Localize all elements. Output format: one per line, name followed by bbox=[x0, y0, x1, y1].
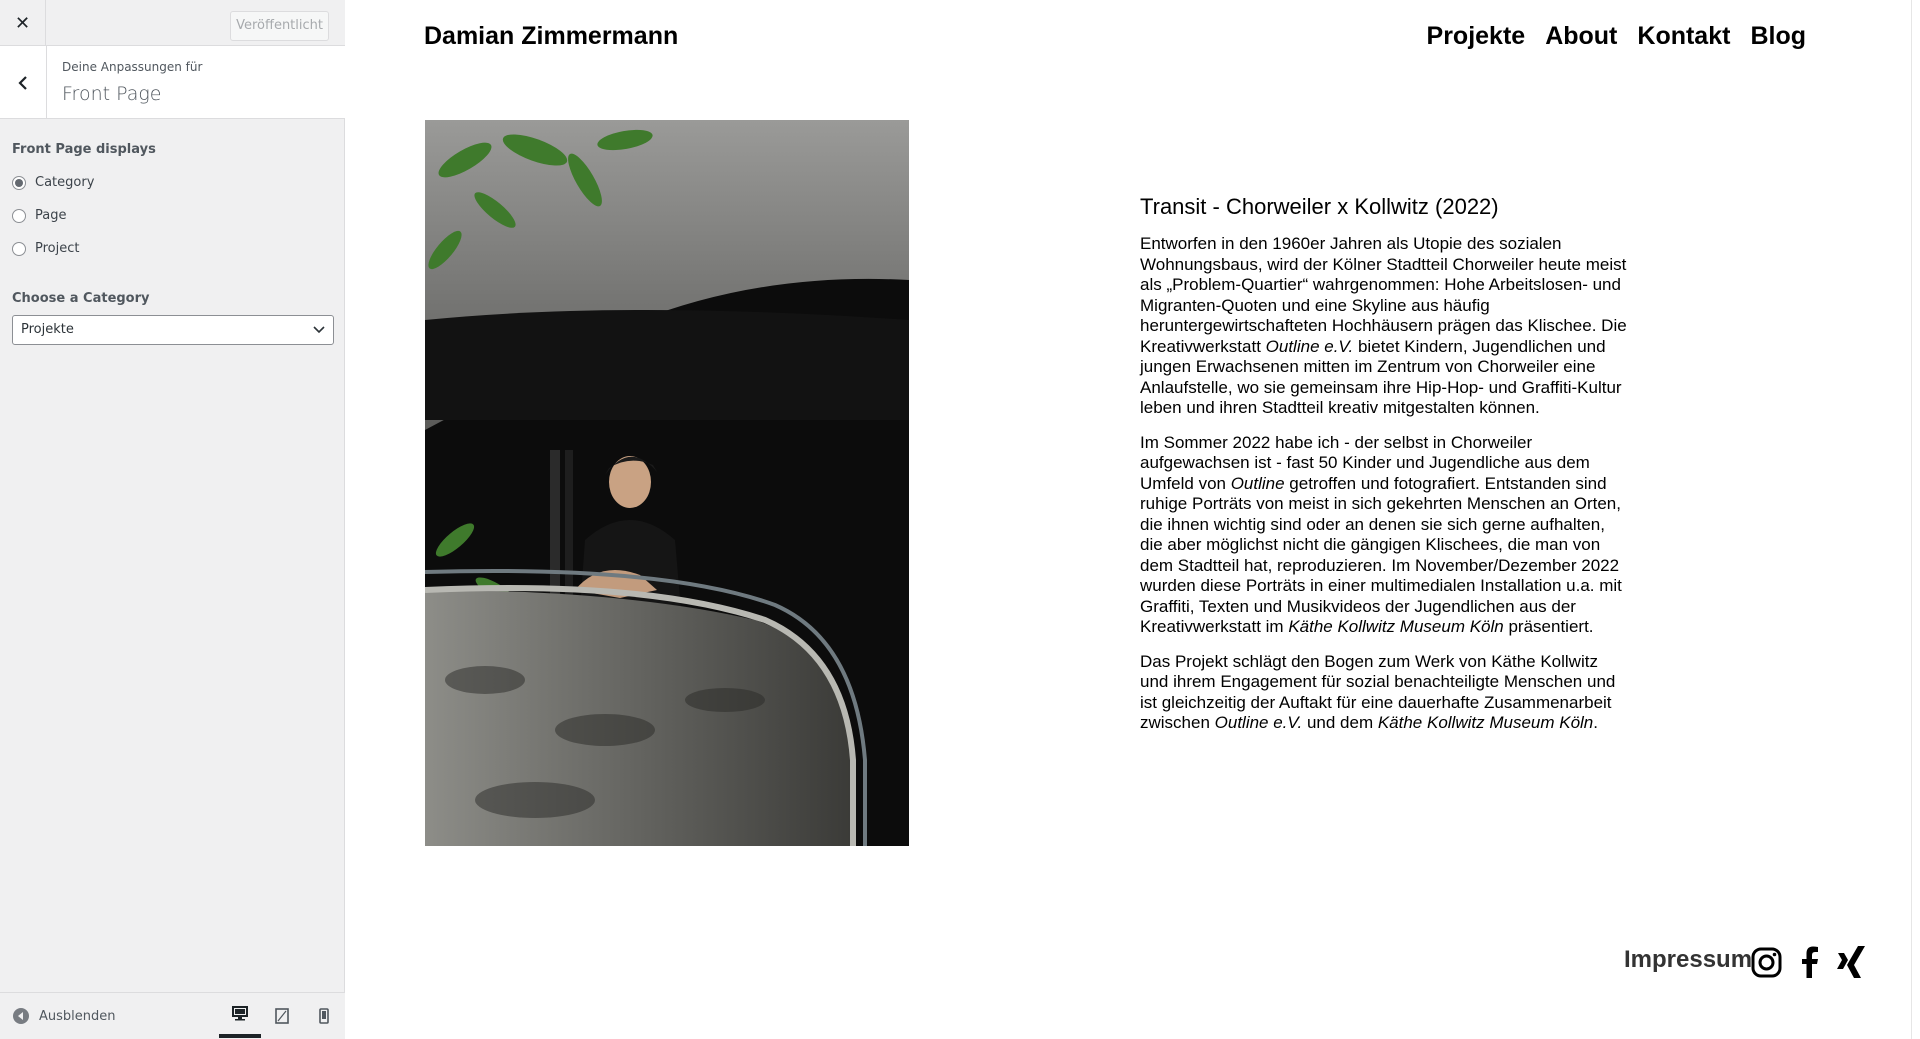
article-paragraph: Entworfen in den 1960er Jahren als Utopie des sozialen Wohnungsbaus, wird der Kölner Stadtteil Chorweiler heute meist als „Problem-Quartier“ wahrgenommen: Hohe Arbeitslosen- und Migranten-Quoten und eine Skyline aus häufig heruntergewirtschafteten Hochhäusern prägen das Klischee. Die Kreativwerkstatt Outline e.V. bietet Kindern, Jugendlichen und jungen Erwachsenen mitten im Zentrum von Chorweiler eine Anlaufstelle, wo sie gemeinsam ihre Hip-Hop- und Graffiti-Kultur leben und ihren Stadtteil kreativ mitgestalten können. bbox=[1140, 234, 1627, 417]
radio-label-category: Category bbox=[35, 175, 95, 190]
instagram-icon[interactable] bbox=[1750, 944, 1784, 980]
hide-controls-button[interactable] bbox=[13, 1008, 116, 1024]
project-article bbox=[1140, 194, 1630, 748]
xing-icon[interactable] bbox=[1834, 944, 1868, 980]
hide-label: Ausblenden bbox=[39, 1008, 116, 1024]
publish-button[interactable]: Veröffentlicht bbox=[230, 11, 329, 41]
nav-item-kontakt[interactable]: Kontakt bbox=[1637, 22, 1731, 50]
preview-mobile-button[interactable] bbox=[303, 993, 345, 1038]
radio-button-checked[interactable] bbox=[12, 176, 26, 190]
choose-category-label: Choose a Category bbox=[12, 291, 150, 306]
radio-label-project: Project bbox=[35, 241, 80, 256]
collapse-arrow-icon bbox=[13, 1008, 29, 1024]
project-photo[interactable] bbox=[425, 120, 909, 846]
front-page-controls bbox=[12, 142, 334, 345]
radio-button[interactable] bbox=[12, 209, 26, 223]
nav-item-blog[interactable]: Blog bbox=[1750, 22, 1806, 50]
customizer-sidebar bbox=[0, 0, 345, 1039]
section-subtitle: Deine Anpassungen für bbox=[62, 60, 203, 74]
customizer-header bbox=[0, 0, 345, 46]
section-header bbox=[0, 46, 345, 119]
facebook-icon[interactable] bbox=[1793, 944, 1827, 980]
customizer-footer bbox=[0, 992, 345, 1039]
impressum-link[interactable]: Impressum bbox=[1624, 946, 1753, 973]
main-navigation bbox=[1427, 22, 1806, 51]
section-title: Front Page bbox=[62, 83, 162, 105]
nav-item-projekte[interactable]: Projekte bbox=[1426, 22, 1526, 50]
radio-project[interactable] bbox=[12, 232, 334, 265]
radio-category[interactable] bbox=[12, 166, 334, 199]
preview-desktop-button[interactable] bbox=[219, 993, 261, 1038]
article-paragraph: Im Sommer 2022 habe ich - der selbst in Chorweiler aufgewachsen ist - fast 50 Kinder und Jugendliche aus dem Umfeld von Outline getroffen und fotografiert. Entstanden sind ruhige Porträts von meist in sich gekehrten Menschen an Orten, die ihnen wichtig sind oder an denen sie sich gerne aufhalten, die aber möglichst nicht die gängigen Klischees, die man von dem Stadtteil hat, reproduzieren. Im November/Dezember 2022 wurden diese Porträts in einer multimedialen Installation u.a. mit Graffiti, Texten und Musikvideos der Jugendlichen aus der Kreativwerkstatt im Käthe Kollwitz Museum Köln präsentiert. bbox=[1140, 432, 1622, 636]
category-select-value: Projekte bbox=[21, 322, 74, 337]
site-preview bbox=[346, 0, 1920, 1039]
radio-label-page: Page bbox=[35, 208, 67, 223]
radio-page[interactable] bbox=[12, 199, 334, 232]
article-title: Transit - Chorweiler x Kollwitz (2022) bbox=[1140, 194, 1499, 219]
close-icon: ✕ bbox=[14, 12, 31, 34]
radio-button[interactable] bbox=[12, 242, 26, 256]
back-button[interactable] bbox=[0, 46, 47, 119]
preview-tablet-button[interactable] bbox=[261, 993, 303, 1038]
close-customizer-button[interactable] bbox=[0, 0, 46, 46]
chevron-left-icon bbox=[16, 75, 30, 91]
mobile-icon bbox=[319, 1008, 329, 1024]
chevron-down-icon bbox=[313, 325, 325, 335]
desktop-icon bbox=[232, 1006, 248, 1021]
nav-item-about[interactable]: About bbox=[1545, 22, 1618, 50]
site-title[interactable]: Damian Zimmermann bbox=[424, 22, 679, 50]
article-paragraph: Das Projekt schlägt den Bogen zum Werk von Käthe Kollwitz und ihrem Engagement für sozial benachteiligte Menschen und ist gleichzeitig der Auftakt für eine dauerhafte Zusammenarbeit zwischen Outline e.V. und dem Käthe Kollwitz Museum Köln. bbox=[1140, 651, 1616, 732]
portrait-photo-illustration bbox=[425, 120, 909, 846]
preview-scrollbar[interactable] bbox=[1911, 0, 1920, 1039]
tablet-icon bbox=[275, 1008, 289, 1024]
category-select[interactable] bbox=[12, 315, 334, 345]
front-page-displays-label: Front Page displays bbox=[12, 142, 156, 157]
